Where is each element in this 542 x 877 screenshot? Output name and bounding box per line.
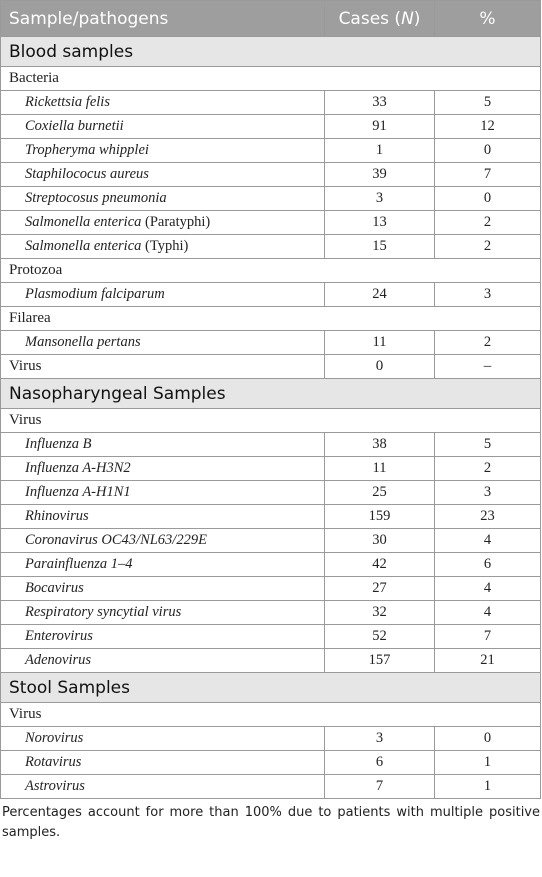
cases-cell: 157 <box>325 649 435 673</box>
pathogen-name-cell <box>1 433 325 457</box>
percent-cell: 2 <box>435 457 541 481</box>
pathogen-name: Rotavirus <box>25 754 82 770</box>
section-title: Nasopharyngeal Samples <box>1 379 541 409</box>
table-row <box>1 457 541 481</box>
pathogen-name-cell <box>1 331 325 355</box>
header-percent: % <box>435 1 541 37</box>
cases-cell: 13 <box>325 211 435 235</box>
group-label: Bacteria <box>1 67 541 91</box>
pathogen-name-cell <box>1 727 325 751</box>
percent-cell: 4 <box>435 577 541 601</box>
cases-cell: 159 <box>325 505 435 529</box>
section-row <box>1 37 541 67</box>
pathogen-name: Bocavirus <box>25 580 84 596</box>
pathogen-name-cell <box>1 283 325 307</box>
table-header-row <box>1 1 541 37</box>
cases-cell: 38 <box>325 433 435 457</box>
table-row <box>1 91 541 115</box>
table-footnote: Percentages account for more than 100% due to patients with multiple positive samples. <box>2 805 540 840</box>
percent-cell: 5 <box>435 91 541 115</box>
pathogen-name: Rickettsia felis <box>25 94 110 110</box>
pathogen-qualifier: (Paratyphi) <box>141 214 211 230</box>
cases-cell: 33 <box>325 91 435 115</box>
pathogen-name-cell <box>1 163 325 187</box>
pathogen-name: Enterovirus <box>25 628 93 644</box>
pathogen-name-cell <box>1 529 325 553</box>
percent-cell: 3 <box>435 481 541 505</box>
group-row <box>1 307 541 331</box>
table-row <box>1 283 541 307</box>
percent-cell: 7 <box>435 625 541 649</box>
pathogen-name-cell <box>1 505 325 529</box>
header-cases-n: N <box>401 8 414 29</box>
cases-cell: 11 <box>325 331 435 355</box>
group-row-inline <box>1 355 541 379</box>
percent-cell: – <box>435 355 541 379</box>
pathogen-name: Parainfluenza 1–4 <box>25 556 133 572</box>
percent-cell: 0 <box>435 727 541 751</box>
cases-cell: 7 <box>325 775 435 799</box>
section-title: Stool Samples <box>1 673 541 703</box>
pathogen-name: Staphilococus aureus <box>25 166 149 182</box>
group-label: Protozoa <box>1 259 541 283</box>
section-title: Blood samples <box>1 37 541 67</box>
table-row <box>1 211 541 235</box>
table-row <box>1 235 541 259</box>
cases-cell: 0 <box>325 355 435 379</box>
table-row <box>1 505 541 529</box>
pathogen-name: Influenza B <box>25 436 92 452</box>
pathogen-name: Tropheryma whipplei <box>25 142 149 158</box>
percent-cell: 21 <box>435 649 541 673</box>
pathogen-name-cell <box>1 775 325 799</box>
group-label: Virus <box>1 409 541 433</box>
pathogen-name: Salmonella enterica <box>25 238 142 254</box>
pathogen-qualifier: (Typhi) <box>141 238 189 254</box>
pathogen-name: Plasmodium falciparum <box>25 286 165 302</box>
pathogen-name: Coronavirus OC43/NL63/229E <box>25 532 207 548</box>
cases-cell: 27 <box>325 577 435 601</box>
pathogen-name-cell <box>1 577 325 601</box>
table-row <box>1 139 541 163</box>
percent-cell: 6 <box>435 553 541 577</box>
table-row <box>1 163 541 187</box>
cases-cell: 32 <box>325 601 435 625</box>
pathogen-name: Astrovirus <box>25 778 85 794</box>
pathogen-name: Influenza A-H1N1 <box>25 484 131 500</box>
table-row <box>1 601 541 625</box>
percent-cell: 2 <box>435 235 541 259</box>
cases-cell: 91 <box>325 115 435 139</box>
pathogen-name-cell <box>1 91 325 115</box>
cases-cell: 39 <box>325 163 435 187</box>
cases-cell: 6 <box>325 751 435 775</box>
cases-cell: 42 <box>325 553 435 577</box>
pathogen-name-cell <box>1 187 325 211</box>
table-row <box>1 775 541 799</box>
pathogen-name-cell <box>1 457 325 481</box>
percent-cell: 1 <box>435 751 541 775</box>
pathogen-name: Respiratory syncytial virus <box>25 604 182 620</box>
pathogen-name: Streptocosus pneumonia <box>25 190 167 206</box>
pathogen-name-cell <box>1 625 325 649</box>
table-row <box>1 577 541 601</box>
percent-cell: 1 <box>435 775 541 799</box>
cases-cell: 15 <box>325 235 435 259</box>
table-row <box>1 433 541 457</box>
percent-cell: 3 <box>435 283 541 307</box>
header-sample-pathogens: Sample/pathogens <box>1 1 325 37</box>
table-row <box>1 481 541 505</box>
percent-cell: 0 <box>435 139 541 163</box>
pathogen-name: Norovirus <box>25 730 84 746</box>
cases-cell: 1 <box>325 139 435 163</box>
group-row <box>1 259 541 283</box>
table-body <box>1 37 541 799</box>
percent-cell: 23 <box>435 505 541 529</box>
pathogen-name: Mansonella pertans <box>25 334 141 350</box>
cases-cell: 3 <box>325 187 435 211</box>
group-row <box>1 67 541 91</box>
group-row <box>1 703 541 727</box>
group-label: Filarea <box>1 307 541 331</box>
pathogen-name-cell <box>1 139 325 163</box>
pathogen-name-cell <box>1 553 325 577</box>
group-row <box>1 409 541 433</box>
percent-cell: 0 <box>435 187 541 211</box>
percent-cell: 2 <box>435 211 541 235</box>
cases-cell: 11 <box>325 457 435 481</box>
pathogen-name-cell <box>1 211 325 235</box>
pathogen-name: Influenza A-H3N2 <box>25 460 131 476</box>
table-row <box>1 727 541 751</box>
pathogen-name-cell <box>1 751 325 775</box>
cases-cell: 52 <box>325 625 435 649</box>
table-row <box>1 331 541 355</box>
percent-cell: 7 <box>435 163 541 187</box>
section-row <box>1 379 541 409</box>
pathogen-name-cell <box>1 649 325 673</box>
table-row <box>1 649 541 673</box>
cases-cell: 25 <box>325 481 435 505</box>
pathogen-name-cell <box>1 481 325 505</box>
percent-cell: 12 <box>435 115 541 139</box>
table-row <box>1 529 541 553</box>
table-row <box>1 115 541 139</box>
percent-cell: 2 <box>435 331 541 355</box>
pathogen-name-cell <box>1 115 325 139</box>
pathogen-name: Adenovirus <box>25 652 92 668</box>
table-row <box>1 553 541 577</box>
percent-cell: 4 <box>435 529 541 553</box>
table-row <box>1 625 541 649</box>
header-cases-prefix: Cases ( <box>338 8 402 29</box>
pathogen-name-cell <box>1 601 325 625</box>
pathogen-name: Rhinovirus <box>25 508 89 524</box>
pathogen-name: Coxiella burnetii <box>25 118 124 134</box>
cases-cell: 3 <box>325 727 435 751</box>
table-row <box>1 187 541 211</box>
percent-cell: 4 <box>435 601 541 625</box>
table-row <box>1 751 541 775</box>
cases-cell: 30 <box>325 529 435 553</box>
pathogen-name-cell <box>1 235 325 259</box>
cases-cell: 24 <box>325 283 435 307</box>
header-cases <box>325 1 435 37</box>
percent-cell: 5 <box>435 433 541 457</box>
group-label: Virus <box>1 355 325 379</box>
header-cases-suffix: ) <box>413 8 421 29</box>
group-label: Virus <box>1 703 541 727</box>
pathogen-name: Salmonella enterica <box>25 214 142 230</box>
section-row <box>1 673 541 703</box>
